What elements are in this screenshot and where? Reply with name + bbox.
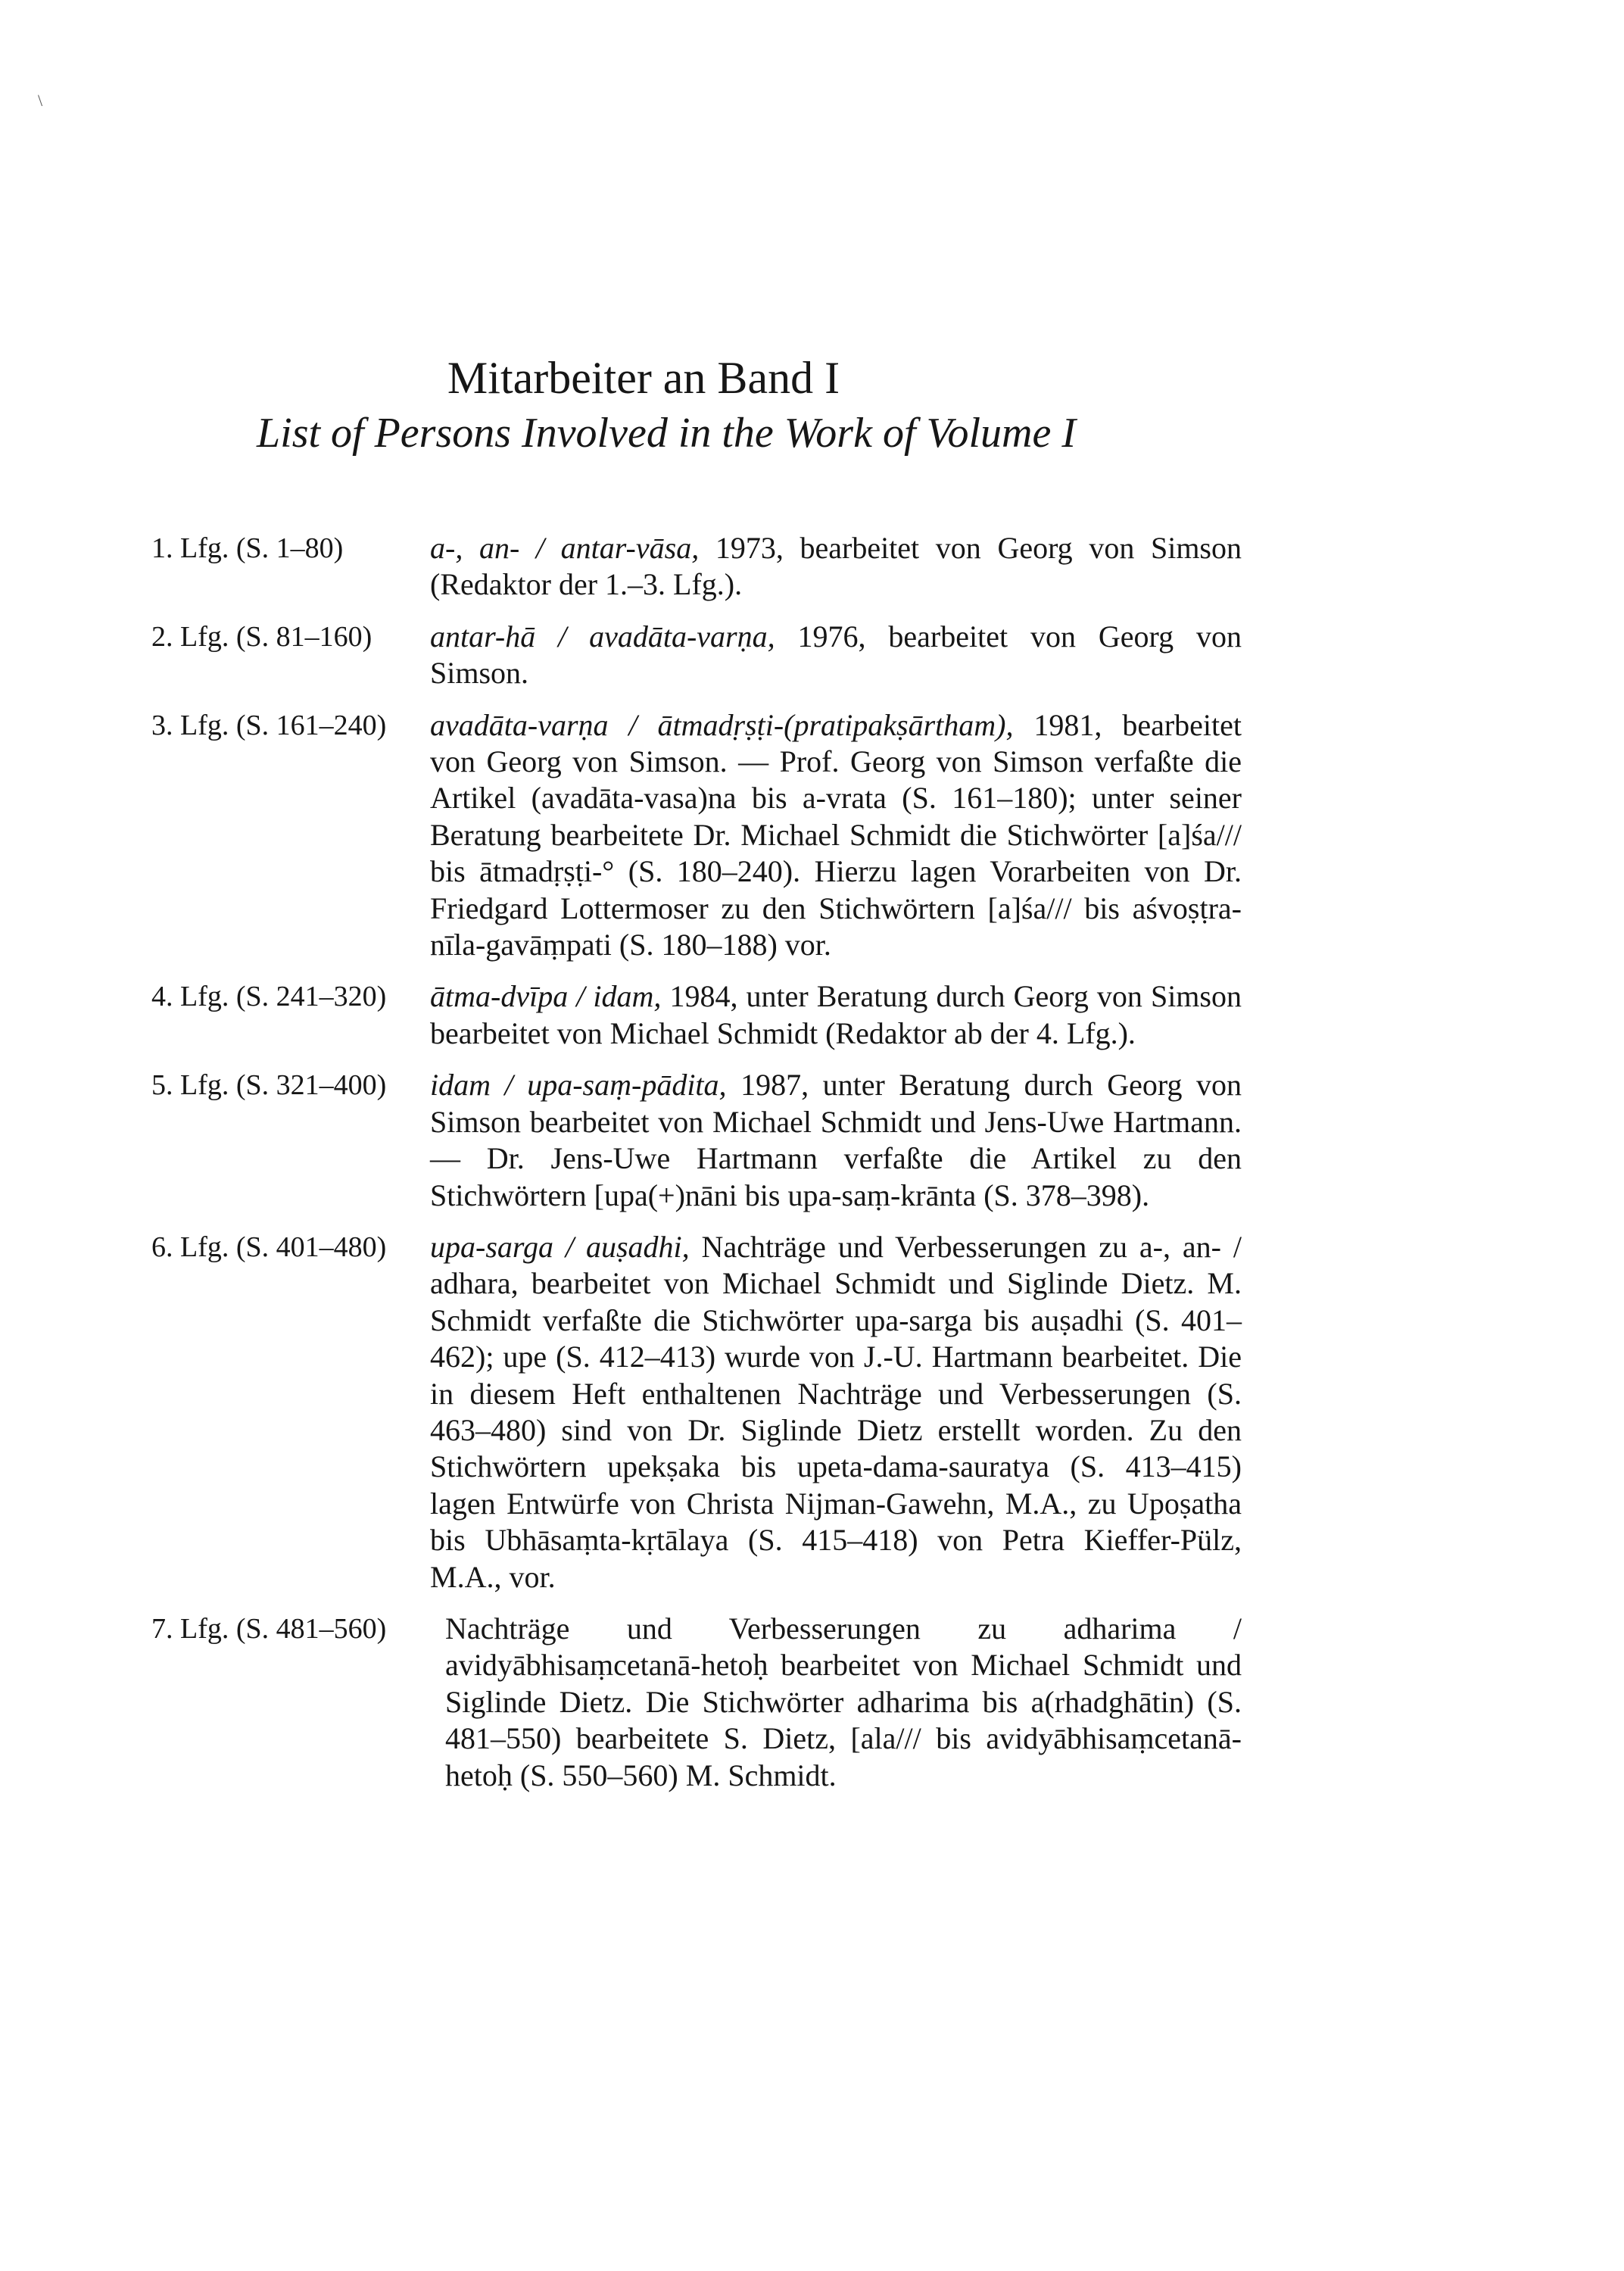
entry-body <box>430 978 1242 1052</box>
entry-label: 6. Lfg. (S. 401–480) <box>151 1231 387 1263</box>
scan-mark: \ <box>38 91 43 110</box>
entry-text: Nachträge und Verbesserungen zu adharima / avidyābhisaṃcetanā-hetoḥ bearbeitet von Michael Schmidt und Siglinde Dietz. Die Stichwörter adharima bis a(rhadghātin) (S. 481–550) bearbeitete S. Dietz, [ala/// bis avidyābhisaṃcetanā-hetoḥ (S. 550–560) M. Schmidt. <box>445 1611 1242 1792</box>
entry-label: 4. Lfg. (S. 241–320) <box>151 981 387 1013</box>
entry-text: 1973, bearbeitet von Georg von Simson (Redaktor der 1.–3. Lfg.). <box>430 531 1242 602</box>
entry-text: Nachträge und Verbesserungen zu a-, an- / adhara, bearbeitet von Michael Schmidt und Siglinde Dietz. M. Schmidt verfaßte die Stichwörter upa-sarga bis auṣadhi (S. 401–462); upe (S. 412–413) wurde von J.-U. Hartmann bearbeitet. Die in diesem Heft enthaltenen Nachträge und Verbesserungen (S. 463–480) sind von Dr. Siglinde Dietz erstellt worden. Zu den Stichwörtern upekṣaka bis upeta-dama-sauratya (S. 413–415) lagen Entwürfe von Christa Nijman-Gawehn, M.A., zu Upoṣatha bis Ubhāsaṃta-kṛtālaya (S. 415–418) von Petra Kieffer-Pülz, M.A., vor. <box>430 1229 1242 1594</box>
entry-range: idam / upa-saṃ-pādita, <box>430 1068 727 1103</box>
entry-label: 5. Lfg. (S. 321–400) <box>151 1069 387 1102</box>
entry-range: ātma-dvīpa / idam, <box>430 979 662 1014</box>
entry-body <box>430 707 1242 964</box>
entry-text: 1981, bearbeitet von Georg von Simson. — Prof. Georg von Simson verfaßte die Artikel (avadāta-vasa)na bis a-vrata (S. 161–180); unter seiner Beratung bearbeitete Dr. Michael Schmidt die Stichwörter [a]śa/// bis ātmadṛṣṭi-° (S. 180–240). Hierzu lagen Vorarbeiten von Dr. Friedgard Lottermoser zu den Stichwörtern [a]śa/// bis aśvoṣṭra-nīla-gavāṃpati (S. 180–188) vor. <box>430 707 1242 962</box>
title-english: List of Persons Involved in the Work of Volume I <box>256 410 1077 457</box>
entry-lfg-3 <box>151 707 1242 964</box>
title-german: Mitarbeiter an Band I <box>447 353 840 403</box>
entry-body <box>445 1611 1242 1794</box>
entry-text: 1976, bearbeitet von Georg von Simson. <box>430 619 1242 691</box>
entry-lfg-1 <box>151 530 1242 604</box>
entry-body <box>430 1067 1242 1214</box>
entry-range: avadāta-varṇa / ātmadṛṣṭi-(pratipakṣārtham), <box>430 707 1014 742</box>
entry-body <box>430 530 1242 604</box>
entry-range: upa-sarga / auṣadhi, <box>430 1229 690 1264</box>
entry-label: 1. Lfg. (S. 1–80) <box>151 532 344 564</box>
entry-lfg-2 <box>151 619 1242 692</box>
entry-lfg-7 <box>151 1611 1242 1794</box>
entry-lfg-6 <box>151 1229 1242 1596</box>
entry-text: 1987, unter Beratung durch Georg von Simson bearbeitet von Michael Schmidt und Jens-Uwe Hartmann. — Dr. Jens-Uwe Hartmann verfaßte die Artikel zu den Stichwörtern [upa(+)nāni bis upa-saṃ-krānta (S. 378–398). <box>430 1068 1242 1212</box>
entry-label: 3. Lfg. (S. 161–240) <box>151 709 387 741</box>
entry-range: a-, an- / antar-vāsa, <box>430 531 700 565</box>
entry-text: 1984, unter Beratung durch Georg von Simson bearbeitet von Michael Schmidt (Redaktor ab der 4. Lfg.). <box>430 979 1242 1050</box>
entry-lfg-4 <box>151 978 1242 1052</box>
contributor-list <box>151 530 1242 1809</box>
entry-label: 2. Lfg. (S. 81–160) <box>151 620 372 653</box>
entry-range: antar-hā / avadāta-varṇa, <box>430 619 775 654</box>
entry-body <box>430 1229 1242 1596</box>
entry-label: 7. Lfg. (S. 481–560) <box>151 1612 387 1645</box>
entry-body <box>430 619 1242 692</box>
entry-lfg-5 <box>151 1067 1242 1214</box>
